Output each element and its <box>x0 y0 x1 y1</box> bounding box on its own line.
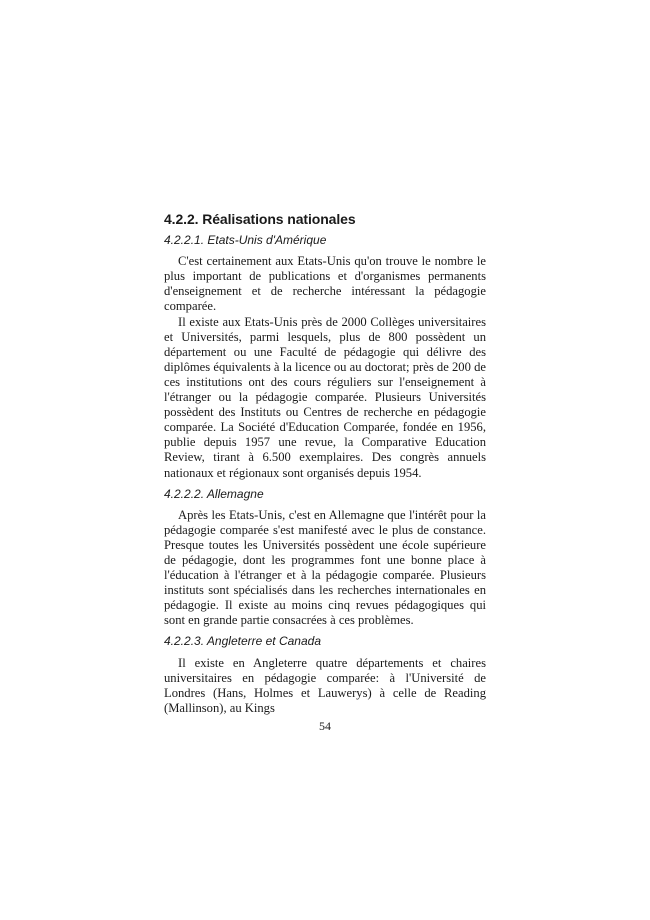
paragraph: Après les Etats-Unis, c'est en Allemagne que l'intérêt pour la pédagogie comparée s'est manifesté avec le plus de constance. Presque toutes les Universités possèdent une école supérieure de pédagogie, dont les programmes font une bonne place à l'éducation à l'étranger et à la pédagogie comparée. Plusieurs instituts sont spécialisés dans les recherches internationales en pédagogie. Il existe au moins cinq revues pédagogiques qui sont en grande partie consacrées à ces problèmes. <box>164 507 486 628</box>
page-content <box>164 212 486 716</box>
section-heading: 4.2.2. Réalisations nationales <box>164 211 356 227</box>
page-number: 54 <box>319 719 331 733</box>
paragraph: C'est certainement aux Etats-Unis qu'on trouve le nombre le plus important de publications et d'organismes permanents d'enseignement et de recherche intéressant la pédagogie comparée. <box>164 254 486 314</box>
subsection-heading-england-canada: 4.2.2.3. Angleterre et Canada <box>164 634 321 649</box>
subsection-heading-germany: 4.2.2.2. Allemagne <box>164 486 264 501</box>
subsection-heading-usa: 4.2.2.1. Etats-Unis d'Amérique <box>164 233 327 248</box>
paragraph: Il existe aux Etats-Unis près de 2000 Collèges universitaires et Universités, parmi lesquels, plus de 800 possèdent un département ou une Faculté de pédagogie qui délivre des diplômes équivalents à la licence ou au doctorat; près de 200 de ces institutions ont des cours réguliers sur l'enseignement à l'étranger ou la pédagogie comparée. Plusieurs Universités possèdent des Instituts ou Centres de recherche en pédagogie comparée. La Société d'Education Comparée, fondée en 1956, publie depuis 1957 une revue, la Comparative Education Review, tirant à 6.500 exemplaires. Des congrès annuels nationaux et régionaux sont organisés depuis 1954. <box>164 314 486 480</box>
paragraph: Il existe en Angleterre quatre départements et chaires universitaires en pédagogie comparée: à l'Université de Londres (Hans, Holmes et Lauwerys) à celle de Reading (Mallinson), au Kings <box>164 655 486 715</box>
